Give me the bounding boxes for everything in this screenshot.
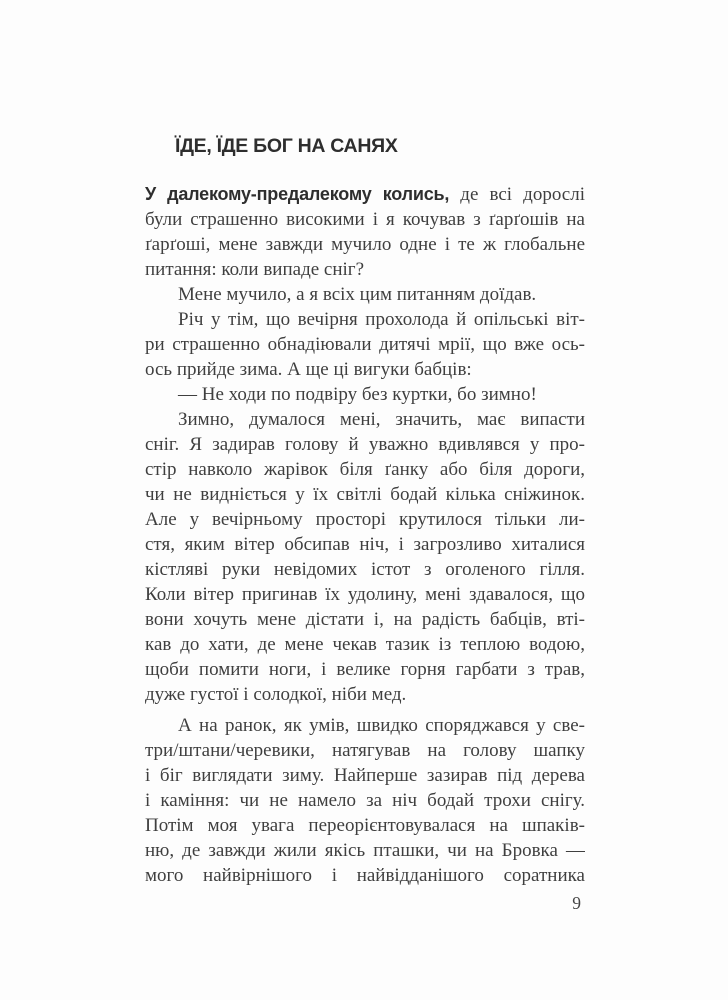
paragraph <box>145 282 585 307</box>
text-line: вони хочуть мене дістати і, на радість бабців, вті- <box>145 609 585 630</box>
text-line: ню, де завжди жили якісь пташки, чи на Бровка — <box>145 840 585 861</box>
text-line: питання: коли випаде сніг? <box>145 259 365 280</box>
text-line: ґарґоші, мене завжди мучило одне і те ж глобальне <box>145 234 585 255</box>
text-line: були страшенно високими і я кочував з ґарґошів на <box>145 209 585 230</box>
body-text <box>145 182 585 888</box>
text-line: сніг. Я задирав голову й уважно вдивлявся у про- <box>145 434 585 455</box>
paragraph <box>145 182 585 282</box>
text-line: дуже густої і солодкої, ніби мед. <box>145 684 407 705</box>
text-line: ось прийде зима. А ще ці вигуки бабців: <box>145 359 472 380</box>
text-line: Річ у тім, що вечірня прохолода й опільські віт- <box>178 309 585 330</box>
text-line: Коли вітер пригинав їх удолину, мені здавалося, що <box>145 584 585 605</box>
text-line: три/штани/черевики, натягував на голову шапку <box>145 740 585 761</box>
text-line: стя, яким вітер обсипав ніч, і загрозливо хиталися <box>145 534 585 555</box>
paragraph <box>145 407 585 707</box>
text-line: стір навколо жарівок біля ґанку або біля дороги, <box>145 459 585 480</box>
text-line: і каміння: чи не намело за ніч бодай трохи снігу. <box>145 790 585 811</box>
paragraph <box>145 713 585 888</box>
text-line: У далекому-предалекому колись, де всі дорослі <box>145 184 585 205</box>
text-line: і біг виглядати зиму. Найперше зазирав під дерева <box>145 765 585 786</box>
text-line: Мене мучило, а я всіх цим питанням доїдав. <box>178 284 537 305</box>
paragraph <box>145 307 585 382</box>
text-line: Але у вечірньому просторі крутилося тільки ли- <box>145 509 585 530</box>
text-line: чи не видніється у їх світлі бодай кілька сніжинок. <box>145 484 585 505</box>
text-line: кав до хати, де мене чекав тазик із теплою водою, <box>145 634 585 655</box>
text-block <box>145 136 585 888</box>
text-line: — Не ходи по подвіру без куртки, бо зимно! <box>178 384 537 405</box>
text-line: Зимно, думалося мені, значить, має випасти <box>178 409 585 430</box>
text-line: А на ранок, як умів, швидко споряджався у све- <box>178 715 585 736</box>
page-number: 9 <box>572 893 581 913</box>
chapter-title: ЇДЕ, ЇДЕ БОГ НА САНЯХ <box>175 135 398 157</box>
text-line: ри страшенно обнадіювали дитячі мрії, що вже ось- <box>145 334 585 355</box>
text-line: кістляві руки невідомих істот з оголеного гілля. <box>145 559 585 580</box>
text-line: мого найвірнішого і найвідданішого соратника <box>145 865 585 886</box>
paragraph <box>145 382 585 407</box>
text-line: щоби помити ноги, і велике горня гарбати з трав, <box>145 659 585 680</box>
text-line: Потім моя увага переорієнтовувалася на шпаків- <box>145 815 585 836</box>
lead-bold-text: У далекому-предалекому колись, <box>145 184 450 204</box>
